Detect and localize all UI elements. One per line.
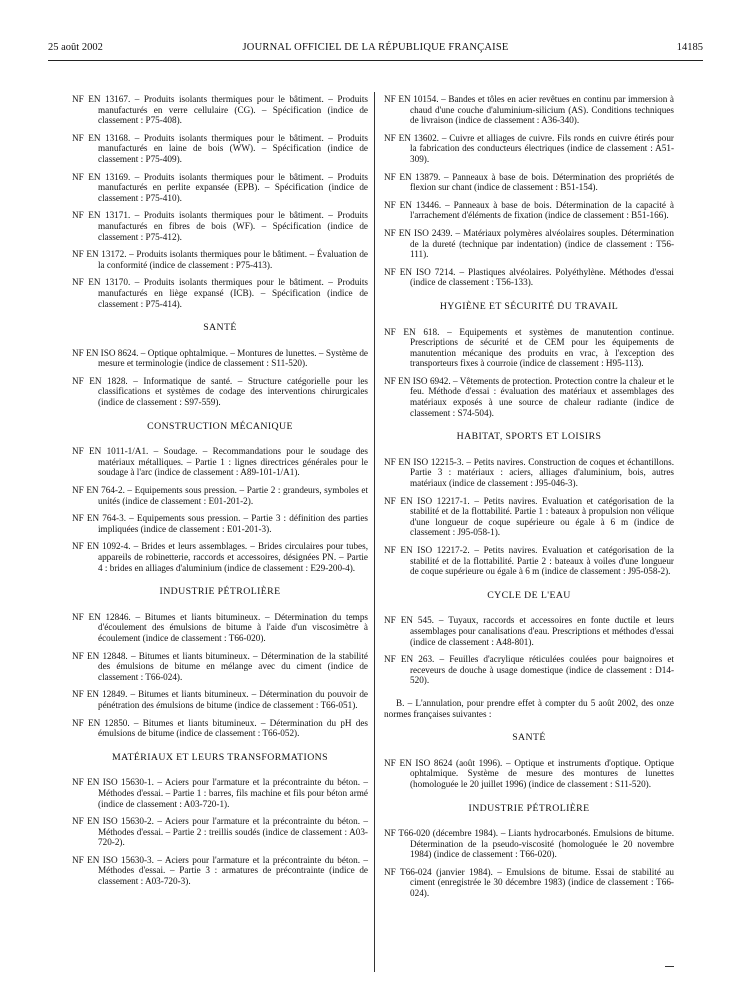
standard-entry: NF EN ISO 7214. – Plastiques alvéolaires. Polyéthylène. Méthodes d'essai (indice de classement : T56-133). bbox=[384, 266, 674, 288]
standard-entry: NF EN ISO 8624 (août 1996). – Optique et instruments d'optique. Optique ophtalmique. Système de mesure des montures de lunettes (homologuée le 20 juillet 1996) (indice de classement : S11-520). bbox=[384, 757, 674, 789]
standard-entry: NF EN 764-3. – Equipements sous pression. – Partie 3 : définition des parties impliquées (indice de classement : E01-201-3). bbox=[72, 513, 368, 534]
standard-entry: NF EN 263. – Feuilles d'acrylique réticulées coulées pour baignoires et receveurs de douche à usage domestique (indice de classement : D14-520). bbox=[384, 654, 674, 686]
standard-entry: NF EN ISO 15630-3. – Aciers pour l'armature et la précontrainte du béton. – Méthodes d'essai. – Partie 3 : armatures de précontrainte (indice de classement : A03-720-3). bbox=[72, 854, 368, 887]
header-journal-title: JOURNAL OFFICIEL DE LA RÉPUBLIQUE FRANÇAISE bbox=[242, 42, 509, 53]
body-paragraph: B. – L'annulation, pour prendre effet à compter du 5 août 2002, des onze normes françaises suivantes : bbox=[384, 697, 674, 719]
standard-entry: NF EN 764-2. – Equipements sous pression. – Partie 2 : grandeurs, symboles et unités (indice de classement : E01-201-2). bbox=[72, 485, 368, 506]
standard-entry: NF EN 13602. – Cuivre et alliages de cuivre. Fils ronds en cuivre étirés pour la fabrication des conducteurs électriques (indice de classement : A51-309). bbox=[384, 132, 674, 164]
section-heading: INDUSTRIE PÉTROLIÈRE bbox=[159, 586, 281, 598]
standard-entry: NF EN 618. – Equipements et systèmes de manutention continue. Prescriptions de sécurité et de CEM pour les équipements de manutention mécanique des produits en vrac, à l'exception des transporteurs fixes à courroie (indice de classement : H95-113). bbox=[384, 326, 674, 369]
section-heading: MATÉRIAUX ET LEURS TRANSFORMATIONS bbox=[112, 751, 328, 763]
standard-entry: NF EN 13170. – Produits isolants thermiques pour le bâtiment. – Produits manufacturés en liège expansé (ICB). – Spécification (indice de classement : P75-414). bbox=[72, 277, 368, 309]
standard-entry: NF EN 13446. – Panneaux à base de bois. Détermination de la capacité à l'arrachement d'éléments de fixation (indice de classement : B51-166). bbox=[384, 199, 674, 221]
standard-entry: NF T66-024 (janvier 1984). – Emulsions de bitume. Essai de stabilité au ciment (enregistrée le 30 décembre 1983) (indice de classement : T66-024). bbox=[384, 866, 674, 899]
section-heading: CYCLE DE L'EAU bbox=[487, 589, 571, 601]
standard-entry: NF EN 545. – Tuyaux, raccords et accessoires en fonte ductile et leurs assemblages pour canalisations d'eau. Prescriptions et méthodes d'essai (indice de classement : A48-801). bbox=[384, 615, 674, 647]
standard-entry: NF EN ISO 2439. – Matériaux polymères alvéolaires souples. Détermination de la dureté (technique par indentation) (indice de classement : T56-111). bbox=[384, 227, 674, 260]
section-heading: CONSTRUCTION MÉCANIQUE bbox=[147, 420, 293, 432]
standard-entry: NF T66-020 (décembre 1984). – Liants hydrocarbonés. Emulsions de bitume. Détermination de la pseudo-viscosité (homologuée le 20 novembre 1984) (indice de classement : T66-020). bbox=[384, 828, 674, 860]
standard-entry: NF EN ISO 12217-2. – Petits navires. Evaluation et catégorisation de la stabilité et de la flottabilité. Partie 2 : bateaux à voiles d'une longueur de coque supérieure ou égale à 6 m (indice de classement : J95-058-2). bbox=[384, 545, 674, 577]
header-page-number: 14185 bbox=[676, 42, 703, 53]
standard-entry: NF EN ISO 12217-1. – Petits navires. Evaluation et catégorisation de la stabilité et de la flottabilité. Partie 1 : bateaux à propulsion non vélique d'une longueur de coque supérieure ou égale à 6 m (indice de classement : J95-058-1). bbox=[384, 495, 674, 538]
standard-entry: NF EN 1092-4. – Brides et leurs assemblages. – Brides circulaires pour tubes, appareils de robinetterie, raccords et accessoires, désignées PN. – Partie 4 : brides en alliages d'aluminium (indice de classement : E29-200-4). bbox=[72, 541, 368, 573]
standard-entry: NF EN ISO 15630-2. – Aciers pour l'armature et la précontrainte du béton. – Méthodes d'essai. – Partie 2 : treillis soudés (indice de classement : A03-720-2). bbox=[72, 816, 368, 848]
standard-entry: NF EN 13169. – Produits isolants thermiques pour le bâtiment. – Produits manufacturés en perlite expansée (EPB). – Spécification (indice de classement : P75-410). bbox=[72, 171, 368, 203]
standard-entry: NF EN 1828. – Informatique de santé. – Structure catégorielle pour les classifications et systèmes de codage des interventions chirurgicales (indice de classement : S97-559). bbox=[72, 375, 368, 408]
header-date: 25 août 2002 bbox=[48, 42, 103, 53]
header-rule bbox=[48, 60, 703, 61]
section-heading: HABITAT, SPORTS ET LOISIRS bbox=[456, 431, 602, 443]
standard-entry: NF EN ISO 8624. – Optique ophtalmique. – Montures de lunettes. – Système de mesure et terminologie (indice de classement : S11-520). bbox=[72, 347, 368, 369]
standard-entry: NF EN 12846. – Bitumes et liants bitumineux. – Détermination du temps d'écoulement des émulsions de bitume à l'aide d'un viscosimètre à écoulement (indice de classement : T66-020). bbox=[72, 611, 368, 643]
page-end-mark bbox=[665, 966, 674, 967]
standard-entry: NF EN ISO 15630-1. – Aciers pour l'armature et la précontrainte du béton. – Méthodes d'essai. – Partie 1 : barres, fils machine et fils pour béton armé (indice de classement : A03-720-1). bbox=[72, 777, 368, 809]
standard-entry: NF EN 13167. – Produits isolants thermiques pour le bâtiment. – Produits manufacturés en verre cellulaire (CG). – Spécification (indice de classement : P75-408). bbox=[72, 94, 368, 126]
standard-entry: NF EN 13879. – Panneaux à base de bois. Détermination des propriétés de flexion sur chant (indice de classement : B51-154). bbox=[384, 171, 674, 193]
page-header bbox=[48, 42, 703, 58]
column-divider bbox=[374, 92, 375, 972]
standard-entry: NF EN 1011-1/A1. – Soudage. – Recommandations pour le soudage des matériaux métalliques. – Partie 1 : lignes directrices générales pour le soudage à l'arc (indice de classement : A89-101-1/A1). bbox=[72, 446, 368, 478]
standard-entry: NF EN 12849. – Bitumes et liants bitumineux. – Détermination du pouvoir de pénétration des émulsions de bitume (indice de classement : T66-051). bbox=[72, 689, 368, 710]
standard-entry: NF EN 12850. – Bitumes et liants bitumineux. – Détermination du pH des émulsions de bitume (indice de classement : T66-052). bbox=[72, 717, 368, 739]
standard-entry: NF EN ISO 6942. – Vêtements de protection. Protection contre la chaleur et le feu. Méthode d'essai : évaluation des matériaux et assemblages des matériaux exposés à une source de chaleur radiante (indice de classement : S74-504). bbox=[384, 375, 674, 418]
section-heading: SANTÉ bbox=[203, 322, 237, 334]
standard-entry: NF EN 13171. – Produits isolants thermiques pour le bâtiment. – Produits manufacturés en fibres de bois (WF). – Spécification (indice de classement : P75-412). bbox=[72, 210, 368, 242]
right-column bbox=[384, 94, 674, 906]
standard-entry: NF EN 13168. – Produits isolants thermiques pour le bâtiment. – Produits manufacturés en laine de bois (WW). – Spécification (indice de classement : P75-409). bbox=[72, 132, 368, 164]
standard-entry: NF EN 13172. – Produits isolants thermiques pour le bâtiment. – Évaluation de la conformité (indice de classement : P75-413). bbox=[72, 249, 368, 270]
left-column bbox=[72, 94, 368, 894]
standard-entry: NF EN 10154. – Bandes et tôles en acier revêtues en continu par immersion à chaud d'une couche d'aluminium-silicium (AS). Conditions techniques de livraison (indice de classement : A36-340). bbox=[384, 94, 674, 126]
standard-entry: NF EN ISO 12215-3. – Petits navires. Construction de coques et échantillons. Partie 3 : matériaux : aciers, alliages d'aluminium, bois, autres matériaux (indice de classement : J95-046-3). bbox=[384, 456, 674, 489]
section-heading: SANTÉ bbox=[512, 732, 546, 744]
section-heading: HYGIÈNE ET SÉCURITÉ DU TRAVAIL bbox=[439, 300, 619, 312]
section-heading: INDUSTRIE PÉTROLIÈRE bbox=[468, 802, 590, 814]
standard-entry: NF EN 12848. – Bitumes et liants bitumineux. – Détermination de la stabilité des émulsions de bitume en mélange avec du ciment (indice de classement : T66-024). bbox=[72, 650, 368, 682]
